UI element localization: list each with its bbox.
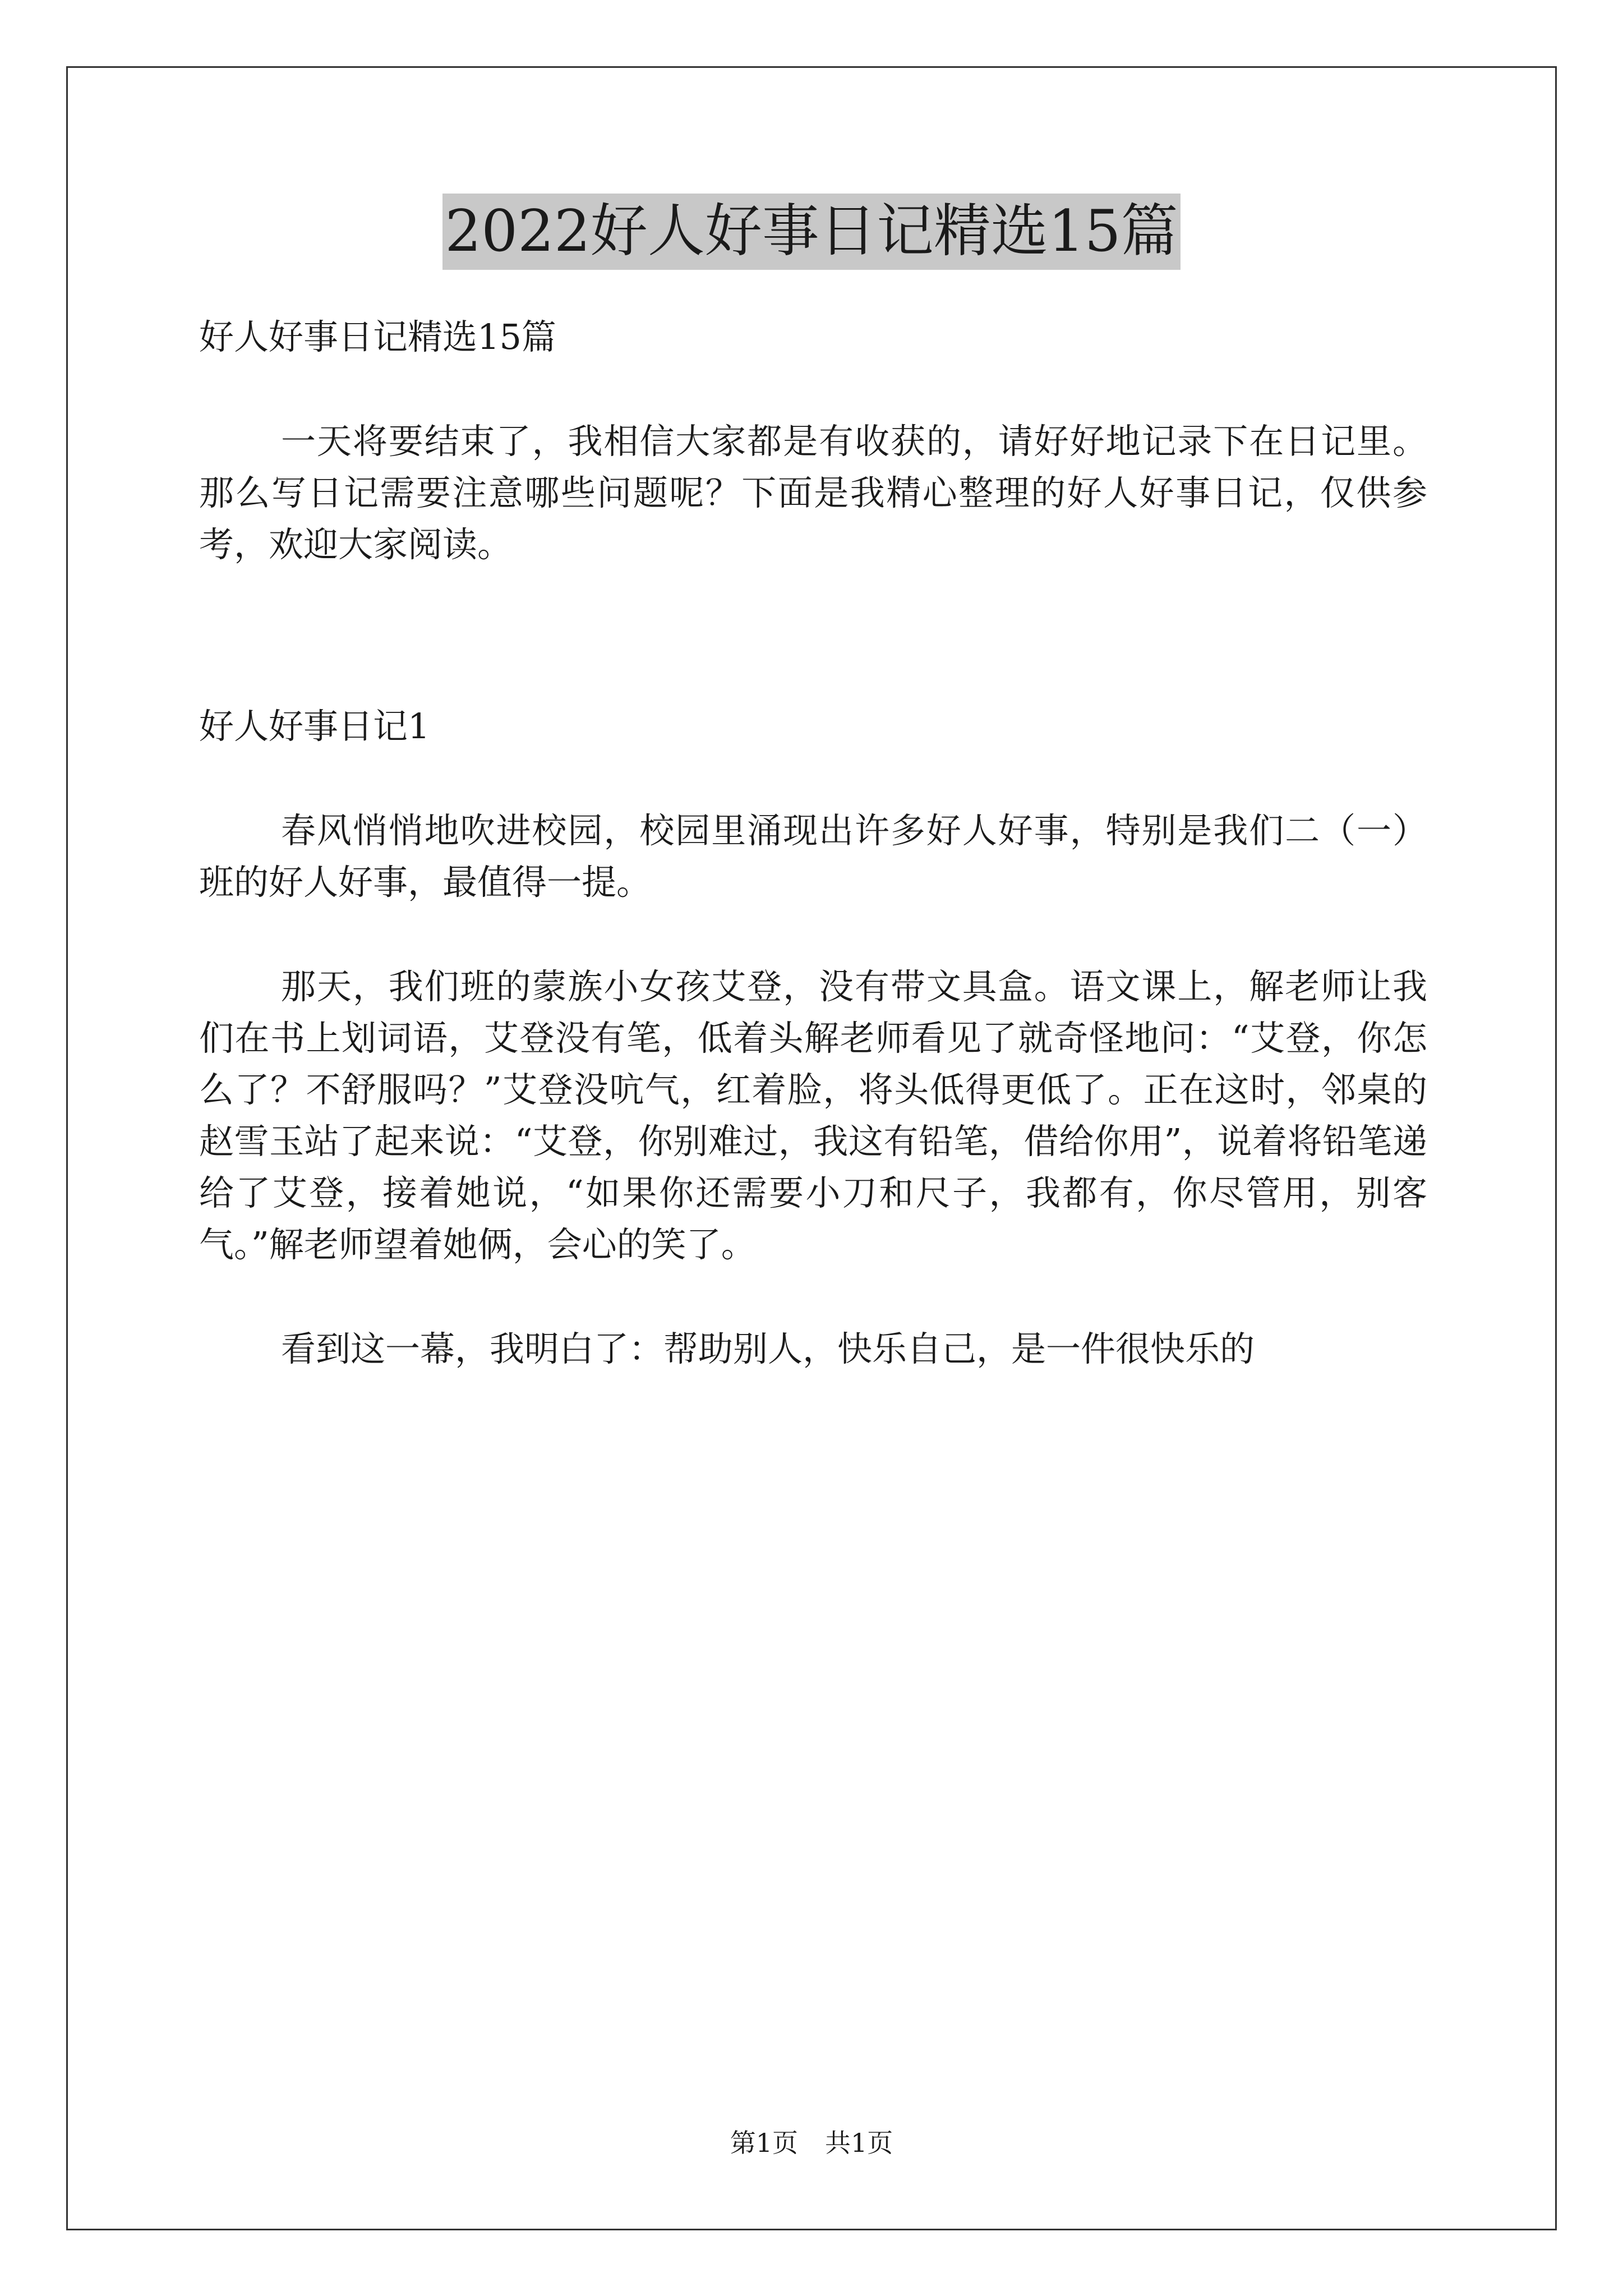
body-paragraph-3: 看到这一幕，我明白了：帮助别人，快乐自己，是一件很快乐的 xyxy=(281,1328,1255,1369)
body-paragraph-2: 那天，我们班的蒙族小女孩艾登，没有带文具盒。语文课上，解老师让我们在书上划词语，艾登没有笔，低着头解老师看见了就奇怪地问：“艾登，你怎么了？不舒服吗？”艾登没吭气，红着脸，将头低得更低了。正在这时，邻桌的赵雪玉站了起来说：“艾登，你别难过，我这有铅笔，借给你用”，说着将铅笔递给了艾登，接着她说，“如果你还需要小刀和尺子，我都有，你尽管用，别客气。”解老师望着她俩，会心的笑了。 xyxy=(199,966,1427,1265)
intro-paragraph: 一天将要结束了，我相信大家都是有收获的，请好好地记录下在日记里。那么写日记需要注意哪些问题呢？下面是我精心整理的好人好事日记，仅供参考，欢迎大家阅读。 xyxy=(199,421,1427,565)
document-subtitle: 好人好事日记精选15篇 xyxy=(199,316,556,357)
page-footer xyxy=(0,2126,1623,2160)
document-body xyxy=(199,311,1427,1375)
document-title-text: 2022好人好事日记精选15篇 xyxy=(442,194,1180,270)
section-heading: 好人好事日记1 xyxy=(199,706,430,747)
body-paragraph-1: 春风悄悄地吹进校园，校园里涌现出许多好人好事，特别是我们二（一）班的好人好事，最值得一提。 xyxy=(199,810,1427,903)
document-title xyxy=(0,194,1623,270)
page-total: 共1页 xyxy=(825,2128,893,2158)
page-number: 第1页 xyxy=(730,2128,798,2158)
